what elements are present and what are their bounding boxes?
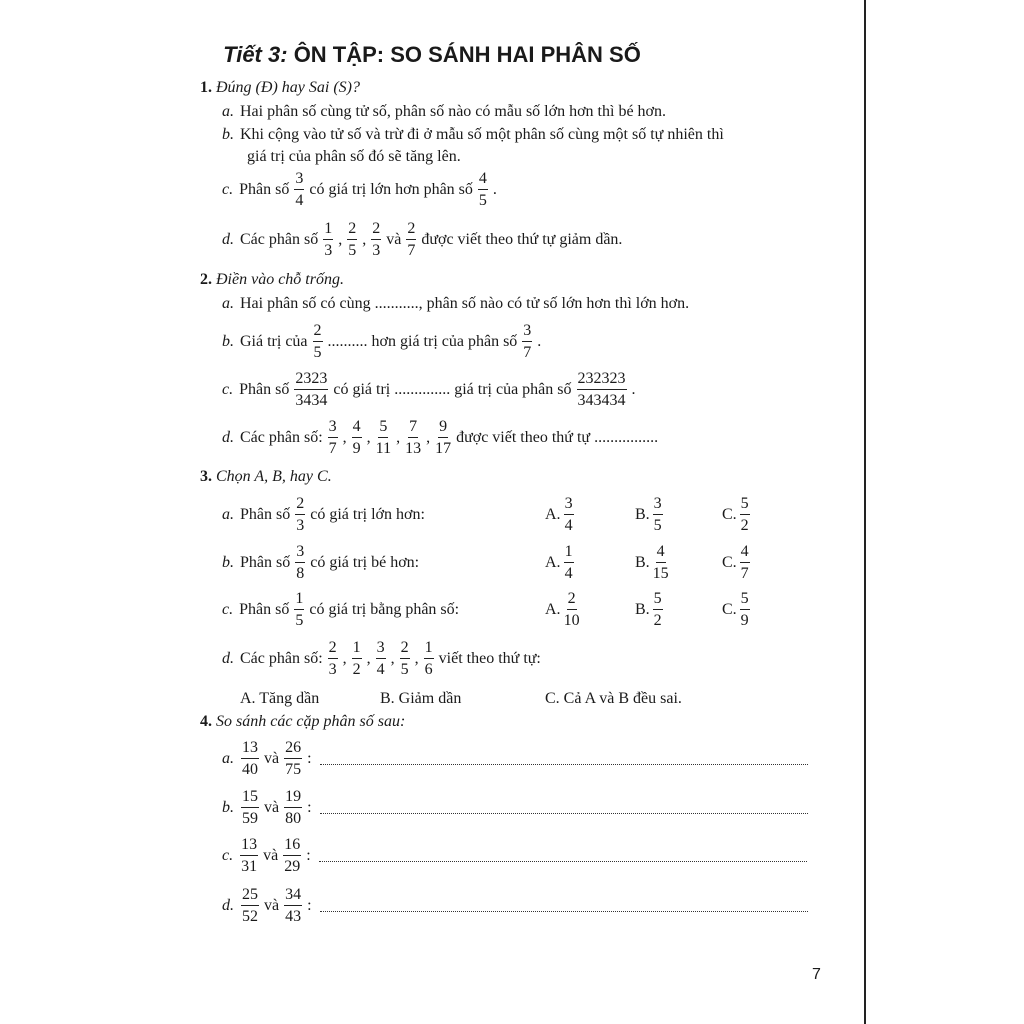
numerator: 26: [284, 740, 302, 759]
fraction: [653, 544, 669, 582]
item-text: .: [631, 381, 636, 398]
page-title: [0, 42, 864, 68]
option-letter: C.: [722, 554, 737, 571]
item-text: và: [263, 847, 279, 864]
numerator: 7: [408, 419, 418, 438]
denominator: 5: [348, 242, 357, 259]
numerator: 34: [284, 887, 302, 906]
numerator: 1: [564, 544, 574, 563]
item-text: Các phân số: [240, 231, 319, 248]
item-label: c.: [222, 381, 234, 398]
denominator: 3434: [295, 392, 328, 409]
item-text: :: [307, 897, 312, 914]
item-text: được viết theo thứ tự ................: [456, 429, 659, 446]
item-label: a.: [222, 103, 234, 120]
fraction: [424, 640, 434, 678]
numerator: 5: [378, 419, 388, 438]
fraction: [241, 740, 259, 778]
item-label: c.: [222, 601, 234, 618]
denominator: 7: [407, 242, 416, 259]
denominator: 7: [523, 344, 532, 361]
fraction: [653, 496, 663, 534]
numerator: 1: [352, 640, 362, 659]
fraction: [740, 496, 750, 534]
denominator: 3: [324, 242, 333, 259]
item-text: có giá trị bé hơn:: [310, 554, 420, 571]
denominator: 3: [372, 242, 381, 259]
fraction: [435, 419, 451, 457]
item-text: Các phân số:: [240, 650, 323, 667]
fraction: [478, 171, 488, 209]
numerator: 3: [522, 323, 532, 342]
item-text: ,: [366, 650, 371, 667]
fraction: [564, 544, 574, 582]
item-text: Phân số: [239, 381, 290, 398]
fraction: [328, 640, 338, 678]
section-number: 3.: [200, 468, 212, 485]
item-text: .......... hơn giá trị của phân số: [327, 333, 518, 350]
denominator: 11: [375, 440, 392, 457]
denominator: 5: [313, 344, 322, 361]
denominator: 7: [328, 440, 337, 457]
option-letter: A.: [545, 601, 561, 618]
denominator: 5: [295, 612, 304, 629]
numerator: 19: [284, 789, 302, 808]
item-text: và: [264, 897, 280, 914]
numerator: 2: [406, 221, 416, 240]
fraction: [295, 496, 305, 534]
fraction: [400, 640, 410, 678]
denominator: 4: [295, 192, 304, 209]
fraction: [352, 419, 362, 457]
answer-blank[interactable]: [320, 754, 808, 765]
denominator: 3: [328, 661, 337, 678]
page-edge-divider: [864, 0, 866, 1024]
item-text: được viết theo thứ tự giảm dần.: [421, 231, 623, 248]
item-label: d.: [222, 650, 234, 667]
fraction: [522, 323, 532, 361]
section-instruction: So sánh các cặp phân số sau:: [216, 713, 406, 730]
option-letter: B.: [635, 506, 650, 523]
title-main: ÔN TẬP: SO SÁNH HAI PHÂN SỐ: [293, 42, 641, 67]
option-letter: A.: [545, 506, 561, 523]
item-text: Phân số: [239, 181, 290, 198]
fraction: [577, 371, 627, 409]
item-text: ,: [338, 231, 343, 248]
item-label: b.: [222, 333, 234, 350]
option-letter: A.: [545, 554, 561, 571]
fraction: [405, 419, 421, 457]
numerator: 2: [328, 640, 338, 659]
fraction: [653, 591, 663, 629]
item-text: :: [307, 799, 312, 816]
numerator: 4: [656, 544, 666, 563]
denominator: 13: [405, 440, 422, 457]
numerator: 5: [653, 591, 663, 610]
fraction: [283, 837, 301, 875]
numerator: 2323: [294, 371, 328, 390]
item-label: b.: [222, 126, 234, 143]
item-label: d.: [222, 429, 234, 446]
fraction: [241, 789, 259, 827]
denominator: 43: [285, 908, 302, 925]
section-instruction: Đúng (Đ) hay Sai (S)?: [216, 79, 360, 96]
denominator: 10: [563, 612, 580, 629]
fraction: [740, 544, 750, 582]
item-text: .: [537, 333, 542, 350]
item-text: có giá trị .............. giá trị của phân số: [333, 381, 572, 398]
item-text: có giá trị bằng phân số:: [309, 601, 460, 618]
option-letter: B.: [635, 554, 650, 571]
item-text: ,: [396, 429, 401, 446]
fraction: [241, 887, 259, 925]
numerator: 16: [283, 837, 301, 856]
denominator: 29: [284, 858, 301, 875]
item-text: ,: [366, 429, 371, 446]
item-text: và: [264, 750, 280, 767]
item-text: Phân số: [240, 554, 291, 571]
denominator: 15: [652, 565, 669, 582]
numerator: 1: [323, 221, 333, 240]
item-label: a.: [222, 750, 234, 767]
section-number: 2.: [200, 271, 212, 288]
fraction: [347, 221, 357, 259]
answer-blank[interactable]: [320, 901, 808, 912]
worksheet-page: Tiết 3: ÔN TẬP: SO SÁNH HAI PHÂN SỐ 1. Đúng (Đ) hay Sai (S)? a. Hai phân số cùng tử số, phân số nào có mẫu số lớn hơn thì bé hơn. b. Khi cộng vào tử số và trừ đi ở mẫu số một phân số cùng một số tự nhiên thì giá trị của phân số đó sẽ tăng lên. c. Phân số $\frac{3}{4}$ có giá trị lớn hơn phân số $\frac{4}{5}$ . d. Các phân số $\frac{1}{3}$ , $\frac{2}{5}$ , $\frac{2}{3}$ và $\frac{2}{7}$ được viết theo thứ tự giảm dần. 2. Điền vào chỗ trống. a. Hai phân số có cùng ..........., phân số nào có tử số lớn hơn thì lớn hơn. b. Giá trị của $\frac{2}{5}$ .......... hơn giá trị của phân số $\frac{3}{7}$ . c. Phân số $\frac{2323}{3434}$ có giá trị .............. giá trị của phân số $\frac{232323}{343434}$ . d. Các phân số: $\frac{3}{7}$ , $\frac{4}{9}$ , $\frac{5}{11}$ , $\frac{7}{13}$ , $\frac{9}{17}$ được viết theo thứ tự ................ 3. Chọn A, B, hay C. a. Phân số $\frac{2}{3}$ có giá trị lớn hơn: A. $\frac{3}{4}$ B. $\frac{3}{5}$ C. $\frac{5}{2}$ b. Phân số $\frac{3}{8}$ có giá trị bé hơn: A. $\frac{1}{4}$ B. $\frac{4}{15}$ C. $\frac{4}{7}$ c. Phân số $\frac{1}{5}$ có giá trị bằng phân số: A. $\frac{2}{10}$ B. $\frac{5}{2}$ C. $\frac{5}{9}$ d. Các phân số: $\frac{2}{3}$ , $\frac{1}{2}$ , $\frac{3}{4}$ , $\frac{2}{5}$ , $\frac{1}{6}$ viết theo thứ tự: A. Tăng dần B. Giảm dần C. Cả A và B đều sai. 4. So sánh các cặp phân số sau: a. $\frac{13}{40}$ và $\frac{26}{75}$ : b. $\frac{15}{59}$ và $\frac{19}{80}$ : c. $\frac{13}{31}$ và $\frac{16}{29}$ : d. $\frac{25}{52}$ và $\frac{34}{43}$ : 7: [0, 0, 1024, 1024]
numerator: 2: [347, 221, 357, 240]
item-text: Phân số: [239, 601, 290, 618]
item-text: và: [264, 799, 280, 816]
numerator: 3: [564, 496, 574, 515]
section-instruction: Chọn A, B, hay C.: [216, 468, 332, 485]
denominator: 2: [352, 661, 361, 678]
item-text: Các phân số:: [240, 429, 323, 446]
fraction: [740, 591, 750, 629]
denominator: 9: [740, 612, 749, 629]
numerator: 3: [376, 640, 386, 659]
item-label: b.: [222, 799, 234, 816]
denominator: 343434: [577, 392, 626, 409]
fraction: [371, 221, 381, 259]
numerator: 4: [352, 419, 362, 438]
option-letter: C.: [722, 601, 737, 618]
item-text: Hai phân số có cùng ..........., phân số nào có tử số lớn hơn thì lớn hơn.: [240, 295, 690, 312]
numerator: 25: [241, 887, 259, 906]
fraction: [284, 789, 302, 827]
item-text: ,: [390, 650, 395, 667]
numerator: 232323: [577, 371, 627, 390]
numerator: 13: [241, 740, 259, 759]
numerator: 2: [371, 221, 381, 240]
item-text: ,: [426, 429, 431, 446]
numerator: 2: [295, 496, 305, 515]
section-number: 4.: [200, 713, 212, 730]
numerator: 3: [328, 419, 338, 438]
item-text: .: [492, 181, 497, 198]
denominator: 31: [241, 858, 258, 875]
numerator: 15: [241, 789, 259, 808]
fraction: [406, 221, 416, 259]
fraction: [323, 221, 333, 259]
numerator: 4: [740, 544, 750, 563]
denominator: 75: [285, 761, 302, 778]
item-text: có giá trị lớn hơn:: [310, 506, 425, 523]
fraction: [564, 496, 574, 534]
numerator: 5: [740, 591, 750, 610]
numerator: 1: [294, 591, 304, 610]
option-letter: B.: [635, 601, 650, 618]
item-text: ,: [342, 429, 347, 446]
fraction: [313, 323, 323, 361]
denominator: 40: [242, 761, 258, 778]
denominator: 9: [352, 440, 361, 457]
item-label: d.: [222, 897, 234, 914]
fraction: [376, 640, 386, 678]
numerator: 3: [295, 544, 305, 563]
item-text: và: [386, 231, 402, 248]
numerator: 3: [294, 171, 304, 190]
item-text: ,: [414, 650, 419, 667]
section-number: 1.: [200, 79, 212, 96]
numerator: 2: [400, 640, 410, 659]
item-text: :: [306, 847, 311, 864]
item-text: Phân số: [240, 506, 291, 523]
numerator: 13: [240, 837, 258, 856]
numerator: 4: [478, 171, 488, 190]
answer-blank[interactable]: [319, 851, 807, 862]
denominator: 5: [478, 192, 487, 209]
fraction: [284, 887, 302, 925]
fraction: [376, 419, 391, 457]
section-instruction: Điền vào chỗ trống.: [216, 271, 344, 288]
answer-blank[interactable]: [320, 803, 808, 814]
denominator: 7: [740, 565, 749, 582]
denominator: 80: [285, 810, 302, 827]
denominator: 59: [242, 810, 258, 827]
numerator: 9: [438, 419, 448, 438]
item-text: ,: [342, 650, 347, 667]
denominator: 2: [653, 612, 662, 629]
denominator: 2: [740, 517, 749, 534]
item-text: viết theo thứ tự:: [438, 650, 541, 667]
fraction: [240, 837, 258, 875]
denominator: 4: [376, 661, 385, 678]
denominator: 6: [424, 661, 433, 678]
numerator: 5: [740, 496, 750, 515]
fraction: [294, 171, 304, 209]
title-prefix: Tiết 3:: [223, 42, 288, 67]
option-letter: C.: [722, 506, 737, 523]
fraction: [294, 371, 328, 409]
numerator: 2: [313, 323, 323, 342]
item-text: có giá trị lớn hơn phân số: [309, 181, 473, 198]
item-text: giá trị của phân số đó sẽ tăng lên.: [247, 148, 461, 165]
fraction: [328, 419, 338, 457]
item-text: ,: [362, 231, 367, 248]
denominator: 5: [400, 661, 409, 678]
fraction: [352, 640, 362, 678]
item-text: Khi cộng vào tử số và trừ đi ở mẫu số một phân số cùng một số tự nhiên thì: [240, 126, 724, 143]
numerator: 3: [653, 496, 663, 515]
item-text: :: [307, 750, 312, 767]
numerator: 1: [424, 640, 434, 659]
denominator: 4: [564, 565, 573, 582]
item-text: Giá trị của: [240, 333, 308, 350]
item-label: c.: [222, 181, 234, 198]
item-label: a.: [222, 295, 234, 312]
page-number: 7: [812, 966, 821, 983]
denominator: 8: [296, 565, 305, 582]
item-label: b.: [222, 554, 234, 571]
denominator: 52: [242, 908, 258, 925]
item-label: d.: [222, 231, 234, 248]
denominator: 4: [564, 517, 573, 534]
item-label: a.: [222, 506, 234, 523]
fraction: [294, 591, 304, 629]
denominator: 5: [653, 517, 662, 534]
numerator: 2: [567, 591, 577, 610]
item-text: Hai phân số cùng tử số, phân số nào có mẫu số lớn hơn thì bé hơn.: [240, 103, 666, 120]
item-label: c.: [222, 847, 234, 864]
fraction: [295, 544, 305, 582]
denominator: 3: [296, 517, 305, 534]
fraction: [284, 740, 302, 778]
fraction: [564, 591, 580, 629]
denominator: 17: [435, 440, 452, 457]
